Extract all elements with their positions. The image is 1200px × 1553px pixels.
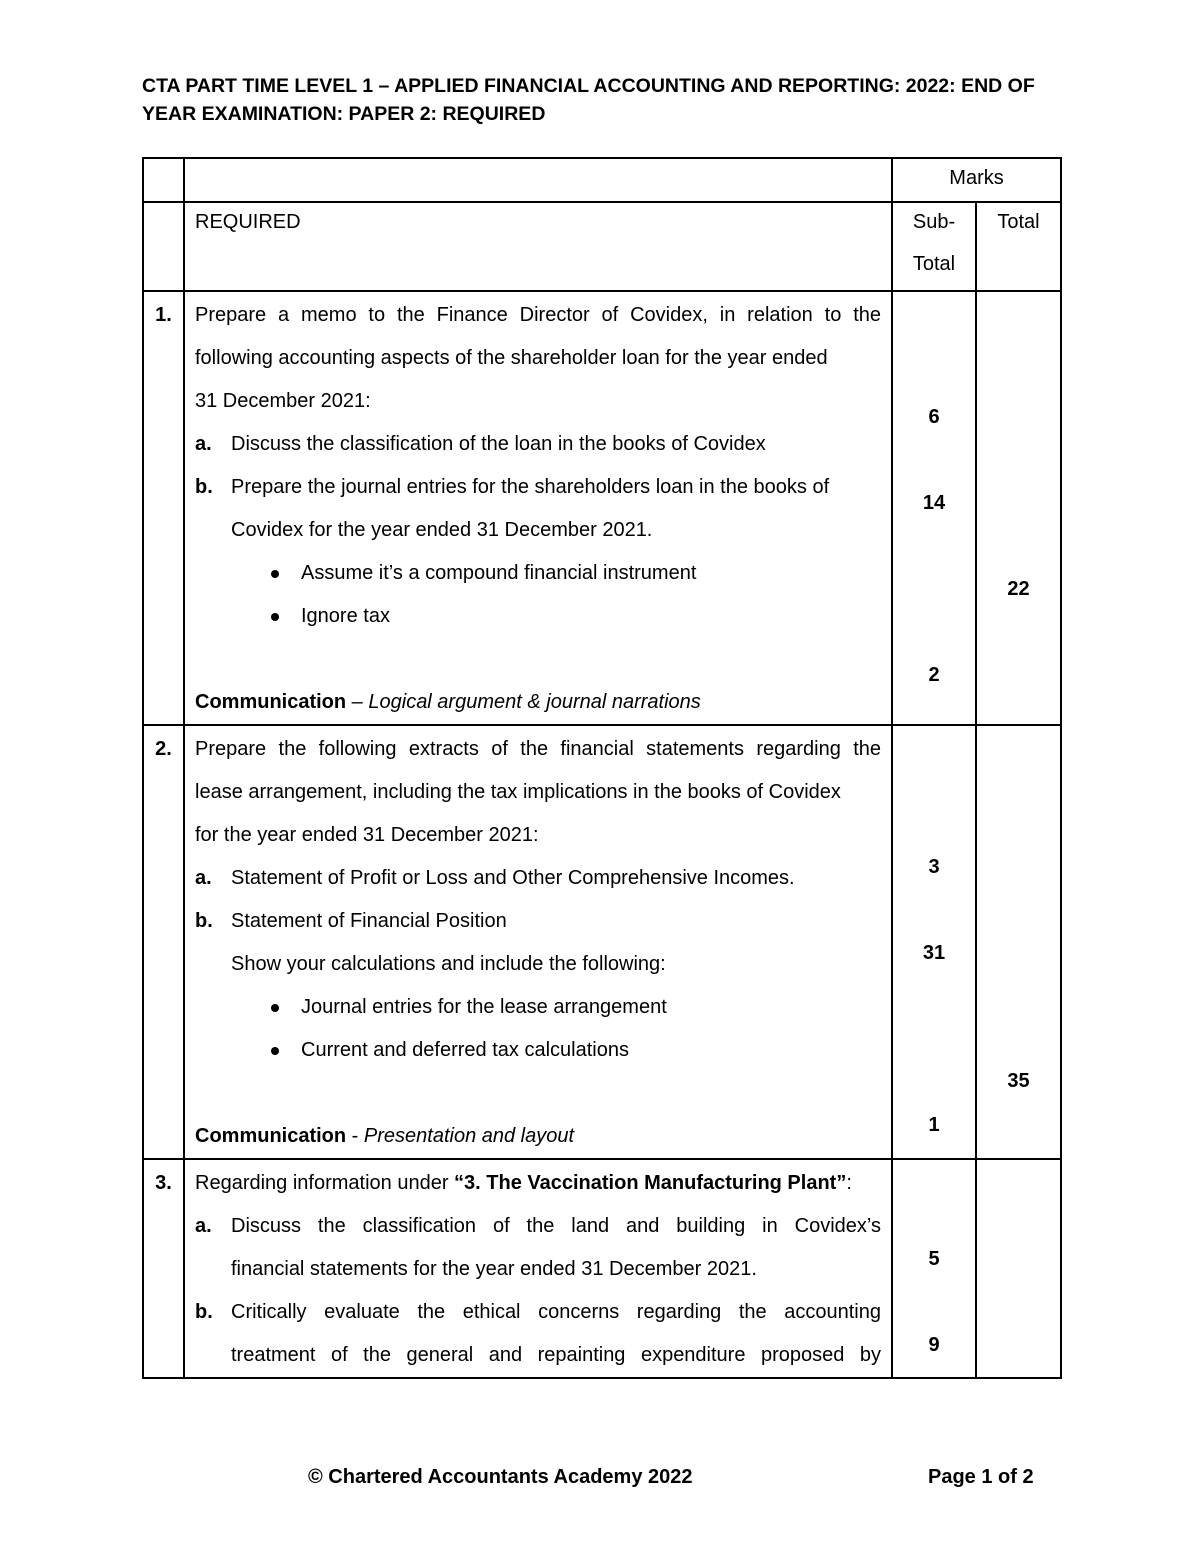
subtotal-cell bbox=[892, 1159, 976, 1378]
marks-header: Marks bbox=[892, 158, 1061, 202]
title-line-2: YEAR EXAMINATION: PAPER 2: REQUIRED bbox=[142, 103, 546, 125]
subtotal-cell bbox=[892, 291, 976, 725]
copyright-footer: © Chartered Accountants Academy 2022 bbox=[308, 1466, 693, 1488]
mark-subtotal: 14 bbox=[922, 492, 946, 514]
required-header: REQUIRED bbox=[184, 202, 892, 291]
mark-total: 35 bbox=[1007, 1070, 1030, 1092]
mark-subtotal: 5 bbox=[928, 1248, 940, 1270]
subtotal-cell bbox=[892, 725, 976, 1159]
mark-total: 22 bbox=[1007, 578, 1030, 600]
question-row-2 bbox=[143, 725, 1061, 1159]
bullet-item: Journal entries for the lease arrangement bbox=[195, 986, 881, 1029]
bullet-item: Assume it’s a compound financial instrument bbox=[195, 552, 881, 595]
total-header: Total bbox=[976, 202, 1061, 291]
subtotal-header: Sub- Total bbox=[892, 202, 976, 291]
question-number: 3. bbox=[143, 1159, 184, 1378]
header-row-marks bbox=[143, 158, 1061, 202]
mark-subtotal: 6 bbox=[928, 406, 940, 428]
question-text: Prepare a memo to the Finance Director of Covidex, in relation to the following accounting aspects of the shareholder loan for the year ended 31 December 2021: a. Discuss the classification of the loan in the books of Covidex b. Prepare the journal entries for the shareholders loan in the books of Covidex for the year ended 31 December 2021. Assume it’s a compound financial instrument Ignore tax Communication – Logical argument & journal narrations bbox=[184, 291, 892, 725]
total-cell bbox=[976, 725, 1061, 1159]
mark-subtotal: 1 bbox=[928, 1114, 940, 1136]
required-table bbox=[142, 157, 1062, 1379]
question-text: Regarding information under “3. The Vaccination Manufacturing Plant”: a. Discuss the classification of the land and building in Covidex’s financial statements for the year ended 31 December 2021. b. Critically evaluate the ethical concerns regarding the accounting treatment of the general and repainting expenditure proposed by bbox=[184, 1159, 892, 1378]
title-line-1: CTA PART TIME LEVEL 1 – APPLIED FINANCIAL ACCOUNTING AND REPORTING: 2022: END OF bbox=[142, 75, 1035, 97]
bullet-item: Current and deferred tax calculations bbox=[195, 1029, 881, 1072]
question-text: Prepare the following extracts of the financial statements regarding the lease arrangement, including the tax implications in the books of Covidex for the year ended 31 December 2021: a. Statement of Profit or Loss and Other Comprehensive Incomes. b. Statement of Financial Position Show your calculations and include the following: Journal entries for the lease arrangement Current and deferred tax calculations Communication - Presentation and layout bbox=[184, 725, 892, 1159]
question-row-3 bbox=[143, 1159, 1061, 1378]
bullet-item: Ignore tax bbox=[195, 595, 881, 638]
document-title bbox=[142, 72, 1062, 128]
mark-subtotal: 9 bbox=[928, 1334, 940, 1356]
mark-subtotal: 2 bbox=[928, 664, 940, 686]
mark-subtotal: 3 bbox=[928, 856, 940, 878]
page-number: Page 1 of 2 bbox=[928, 1466, 1034, 1488]
header-row-required bbox=[143, 202, 1061, 291]
question-number: 1. bbox=[143, 291, 184, 725]
total-cell bbox=[976, 291, 1061, 725]
total-cell bbox=[976, 1159, 1061, 1378]
question-number: 2. bbox=[143, 725, 184, 1159]
question-row-1 bbox=[143, 291, 1061, 725]
mark-subtotal: 31 bbox=[922, 942, 946, 964]
